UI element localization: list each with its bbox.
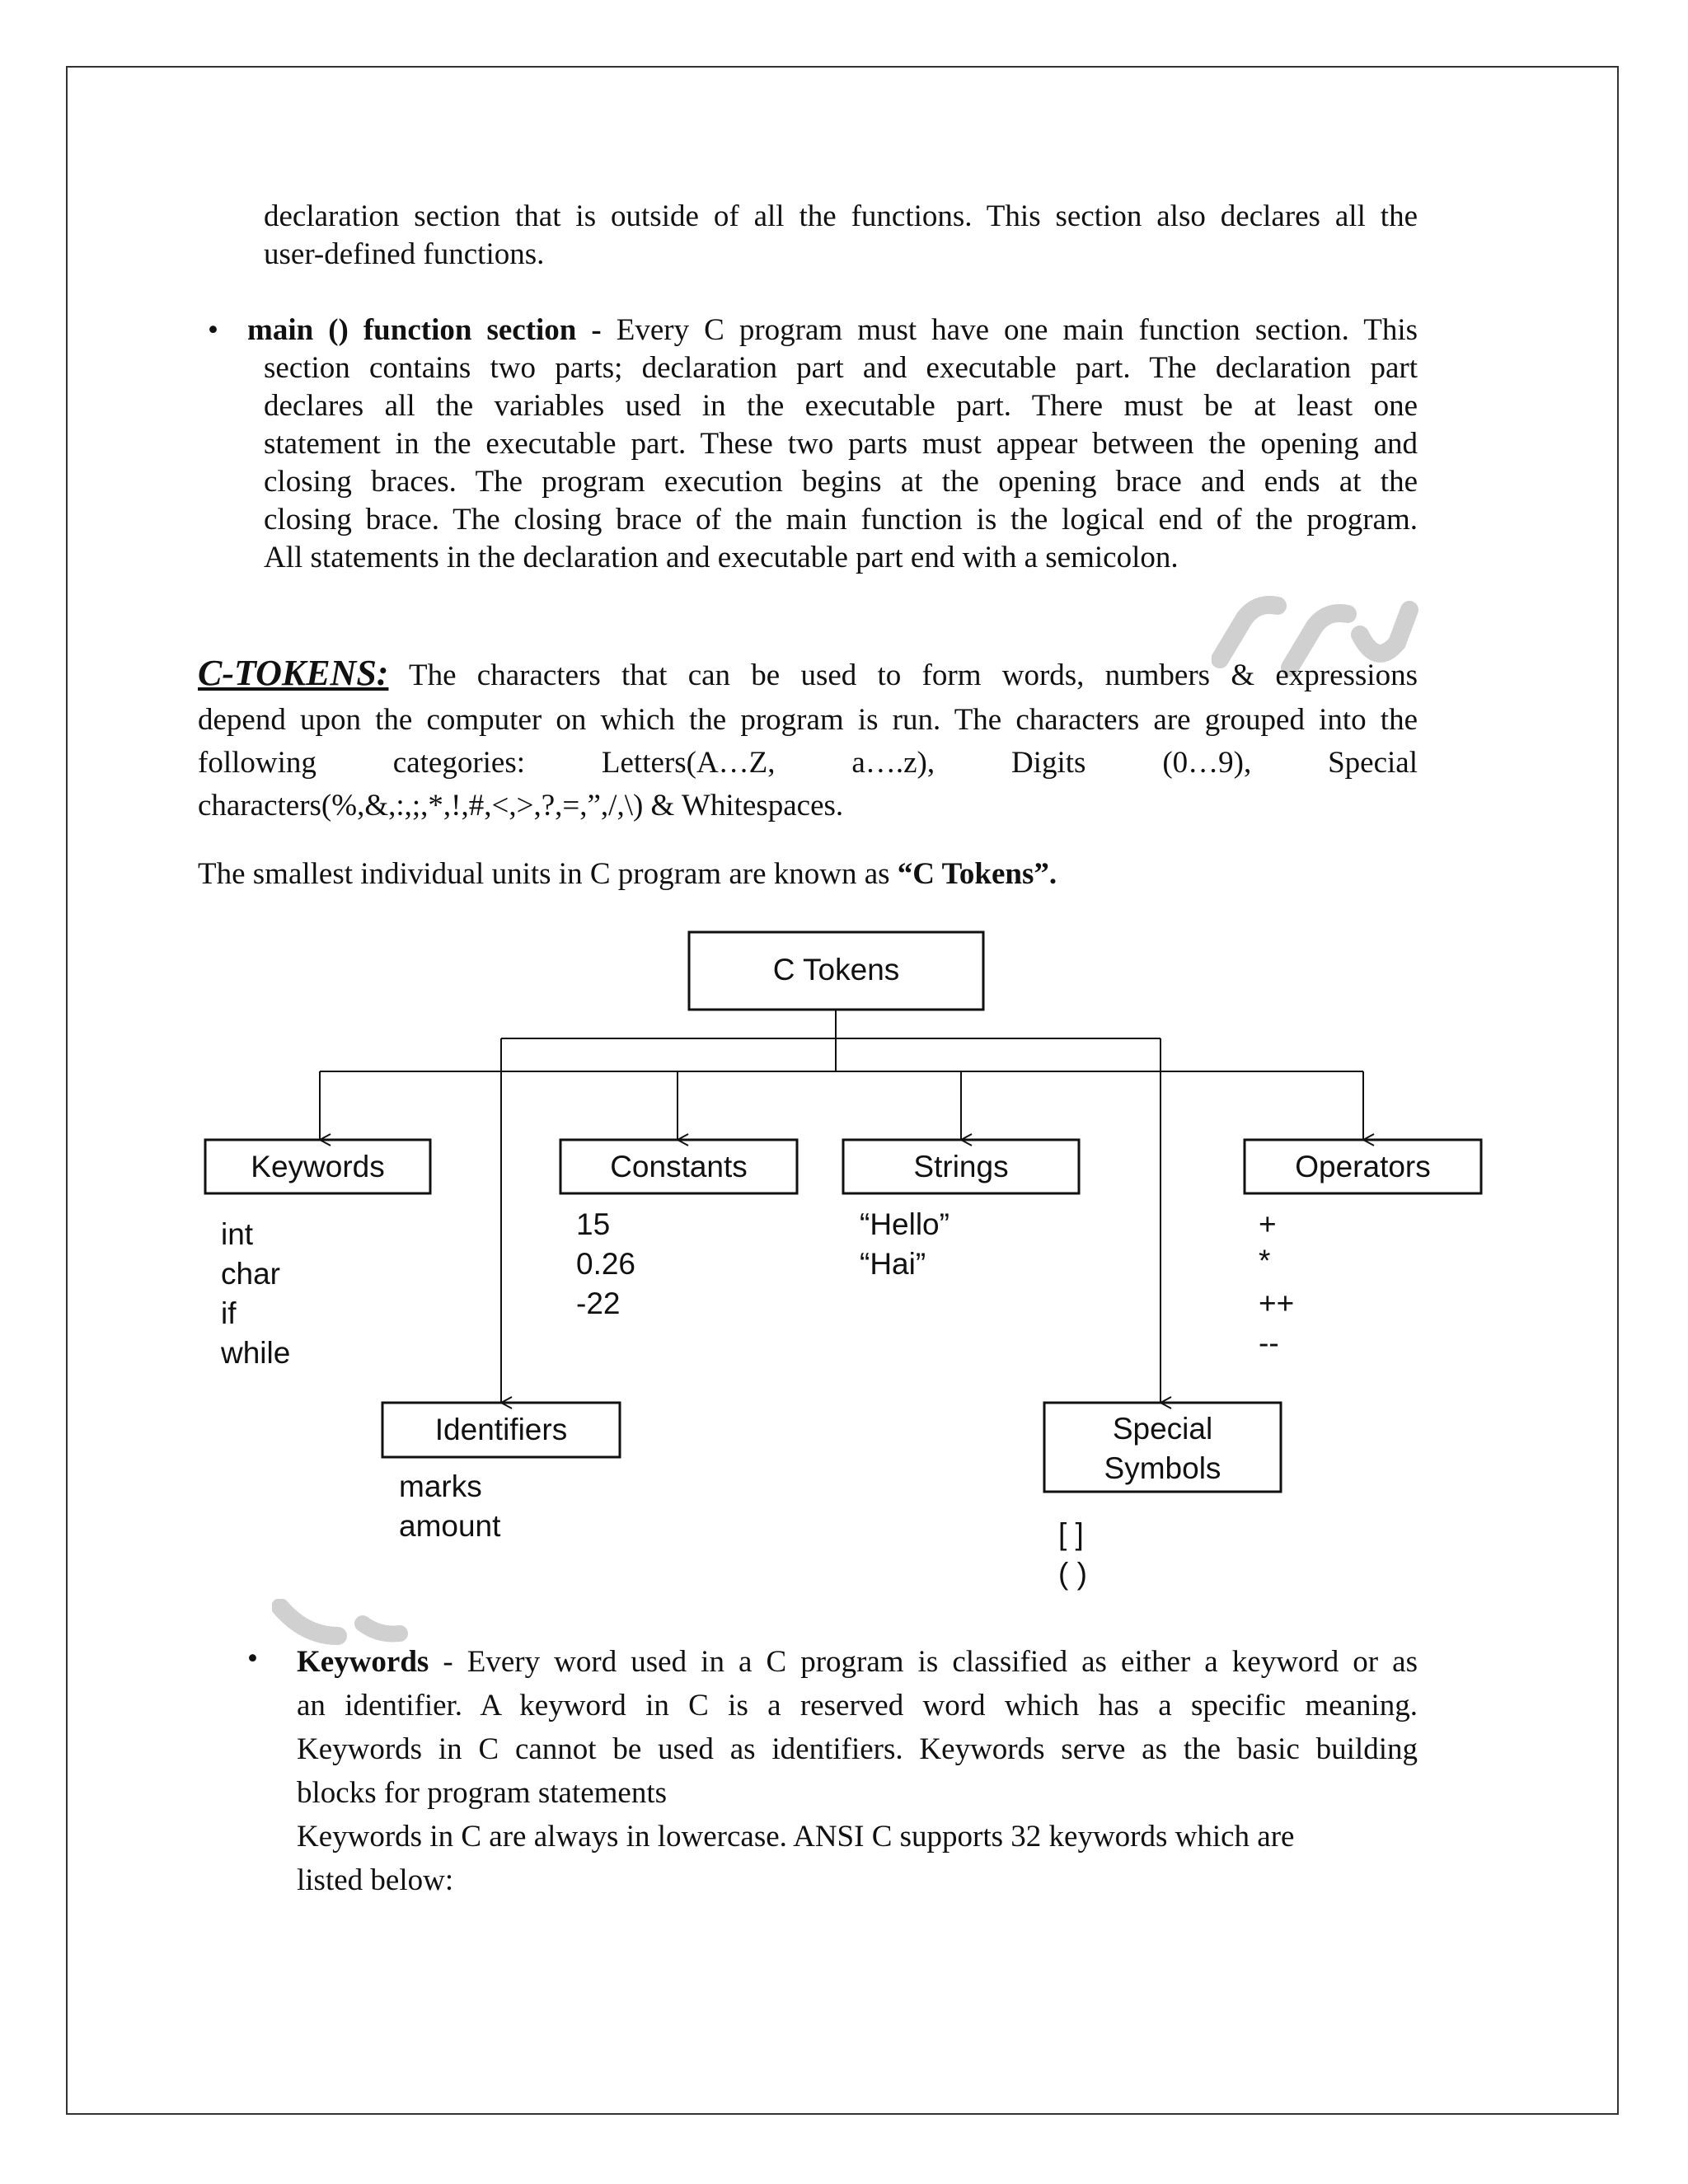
root-label: C Tokens <box>772 953 900 987</box>
keyword-example: int <box>221 1217 254 1251</box>
intro-line-2: user-defined functions. <box>264 237 545 271</box>
ctokens-line-4: characters(%,&,:,;,*,!,#,<,>,?,=,”,/,\) & Whitespaces. <box>198 789 844 823</box>
special-label-line-2: Symbols <box>1104 1451 1221 1485</box>
main-section-line-3: declares all the variables used in the executable part. There must be at least one <box>264 389 1418 423</box>
operator-example: -- <box>1259 1326 1279 1360</box>
identifiers-label: Identifiers <box>434 1413 568 1446</box>
keywords-line-5: Keywords in C are always in lowercase. ANSI C supports 32 keywords which are <box>297 1820 1295 1854</box>
keyword-example: while <box>221 1336 291 1370</box>
constant-example: 15 <box>576 1207 611 1241</box>
main-section-text-1: Every C program must have one main function section. This <box>616 313 1418 347</box>
operators-label: Operators <box>1295 1150 1431 1183</box>
strings-label: Strings <box>913 1150 1009 1183</box>
intro-line-1: declaration section that is outside of all the functions. This section also declares all the <box>264 199 1418 233</box>
ctokens-line-1 <box>198 651 1418 698</box>
ctokens-smallest-line <box>198 855 1418 893</box>
special-symbol-example: [ ] <box>1058 1517 1084 1551</box>
special-symbol-example: ( ) <box>1058 1557 1087 1591</box>
identifier-example: amount <box>399 1509 501 1543</box>
ctokens-heading: C-TOKENS: <box>198 653 389 693</box>
keywords-label: Keywords <box>251 1150 385 1183</box>
bullet-main: • <box>208 313 218 347</box>
main-section-line-4: statement in the executable part. These two parts must appear between the opening and <box>264 427 1418 461</box>
operator-example: ++ <box>1259 1286 1295 1320</box>
keywords-text-1: Every word used in a C program is classified as either a keyword or as <box>467 1645 1418 1679</box>
main-section-line-7: All statements in the declaration and executable part end with a semicolon. <box>264 541 1179 574</box>
keywords-line-6: listed below: <box>297 1863 454 1897</box>
keywords-line-1 <box>297 1640 1418 1684</box>
operator-example: + <box>1259 1207 1277 1241</box>
constant-example: -22 <box>576 1286 621 1320</box>
keywords-title: Keywords <box>297 1645 429 1679</box>
ctokens-line-3: following categories: Letters(A…Z, a….z), Digits (0…9), Special <box>198 746 1418 780</box>
identifier-example: marks <box>399 1469 482 1503</box>
keywords-line-3: Keywords in C cannot be used as identifiers. Keywords serve as the basic building <box>297 1732 1418 1766</box>
ctokens-line-2: depend upon the computer on which the program is run. The characters are grouped into the <box>198 703 1418 737</box>
main-section-line-1 <box>247 312 1418 349</box>
smallest-prefix: The smallest individual units in C program are known as <box>198 857 890 891</box>
main-section-title: main () function section - <box>247 313 602 347</box>
keywords-line-4: blocks for program statements <box>297 1776 668 1810</box>
constant-example: 0.26 <box>576 1247 636 1281</box>
keywords-dash: - <box>443 1645 453 1679</box>
smallest-bold: “C Tokens”. <box>897 857 1057 891</box>
main-section-line-6: closing brace. The closing brace of the main function is the logical end of the program. <box>264 503 1418 537</box>
bullet-keywords: • <box>247 1642 258 1675</box>
ctokens-text-1: The characters that can be used to form words, numbers & expressions <box>409 658 1418 692</box>
string-example: “Hai” <box>860 1247 926 1281</box>
keyword-example: char <box>221 1257 280 1291</box>
constants-label: Constants <box>610 1150 748 1183</box>
special-label-line-1: Special <box>1112 1412 1213 1446</box>
main-section-line-5: closing braces. The program execution begins at the opening brace and ends at the <box>264 465 1418 499</box>
string-example: “Hello” <box>860 1207 950 1241</box>
main-section-line-2: section contains two parts; declaration part and executable part. The declaration part <box>264 351 1418 385</box>
keyword-example: if <box>221 1296 237 1330</box>
keywords-line-2: an identifier. A keyword in C is a reserved word which has a specific meaning. <box>297 1689 1418 1722</box>
operator-example: * <box>1259 1244 1271 1277</box>
